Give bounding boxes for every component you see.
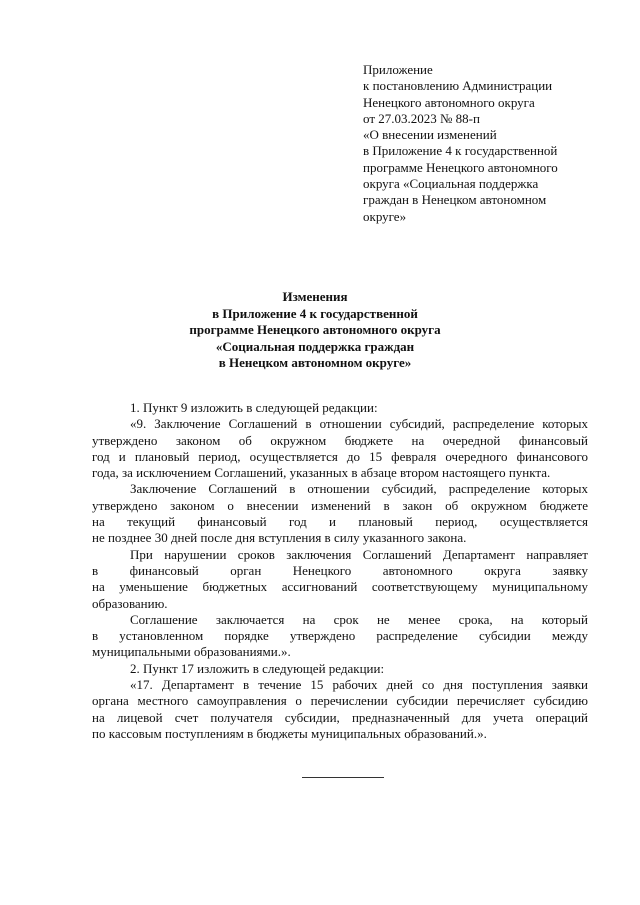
paragraph-line: «17. Департамент в течение 15 рабочих дней со дня поступления заявки — [130, 677, 588, 693]
paragraph-17 — [92, 677, 588, 742]
document-body — [92, 400, 588, 742]
paragraph-line: по кассовым поступлениям в бюджеты муниципальных образований.». — [92, 725, 487, 741]
appendix-header — [363, 62, 613, 225]
paragraph-line: «9. Заключение Соглашений в отношении субсидий, распределение которых — [130, 416, 588, 432]
title-line: программе Ненецкого автономного округа — [189, 322, 441, 337]
paragraph-9-third — [92, 547, 588, 612]
appendix-line: Приложение — [363, 62, 433, 77]
paragraph-line: год и плановый период, осуществляется до 15 февраля очередного финансового — [92, 448, 588, 464]
appendix-line: «О внесении изменений — [363, 127, 497, 143]
paragraph-line: При нарушении сроков заключения Соглашений Департамент направляет — [130, 546, 588, 562]
title-line: «Социальная поддержка граждан — [215, 338, 415, 354]
paragraph-line: не позднее 30 дней после дня вступления в силу указанного закона. — [92, 530, 467, 546]
paragraph-line: на уменьшение бюджетных ассигнований соответствующему муниципальному — [92, 579, 588, 595]
appendix-line: Ненецкого автономного округа — [363, 94, 535, 110]
paragraph-line: Соглашение заключается на срок не менее срока, на который — [130, 611, 588, 627]
paragraph-line: утверждено законом об окружном бюджете на очередной финансовый — [92, 432, 588, 448]
appendix-line: программе Ненецкого автономного — [363, 159, 558, 175]
item-1-heading: 1. Пункт 9 изложить в следующей редакции: — [130, 400, 378, 415]
paragraph-9 — [92, 416, 588, 481]
paragraph-line: в финансовый орган Ненецкого автономного округа заявку — [92, 562, 588, 578]
item-2-heading: 2. Пункт 17 изложить в следующей редакции: — [130, 660, 385, 676]
appendix-line: от 27.03.2023 № 88-п — [363, 110, 480, 126]
paragraph-line: органа местного самоуправления о перечислении субсидии перечисляет субсидию — [92, 693, 588, 709]
appendix-line: граждан в Ненецком автономном — [363, 192, 547, 208]
paragraph-9-second — [92, 481, 588, 546]
document-title — [80, 289, 550, 372]
title-line: Изменения — [282, 289, 348, 304]
paragraph-line: образованию. — [92, 595, 168, 611]
appendix-line: округе» — [363, 208, 407, 224]
paragraph-line: на текущий финансовый год и плановый период, осуществляется — [92, 514, 588, 530]
title-line: в Ненецком автономном округе» — [218, 355, 412, 370]
appendix-line: округа «Социальная поддержка — [363, 176, 539, 192]
paragraph-line: Заключение Соглашений в отношении субсидий, распределение которых — [130, 481, 588, 497]
paragraph-9-fourth — [92, 612, 588, 661]
appendix-line: в Приложение 4 к государственной — [363, 143, 558, 159]
paragraph-line: года, за исключением Соглашений, указанных в абзаце втором настоящего пункта. — [92, 465, 551, 481]
closing-rule — [302, 777, 384, 778]
paragraph-line: муниципальными образованиями.». — [92, 644, 291, 660]
title-line: в Приложение 4 к государственной — [212, 305, 418, 321]
paragraph-line: утверждено законом о внесении изменений в закон об окружном бюджете — [92, 497, 588, 513]
appendix-line: к постановлению Администрации — [363, 78, 553, 94]
paragraph-line: в установленном порядке утверждено распределение субсидии между — [92, 628, 588, 644]
paragraph-line: на лицевой счет получателя субсидии, предназначенный для учета операций — [92, 709, 588, 725]
